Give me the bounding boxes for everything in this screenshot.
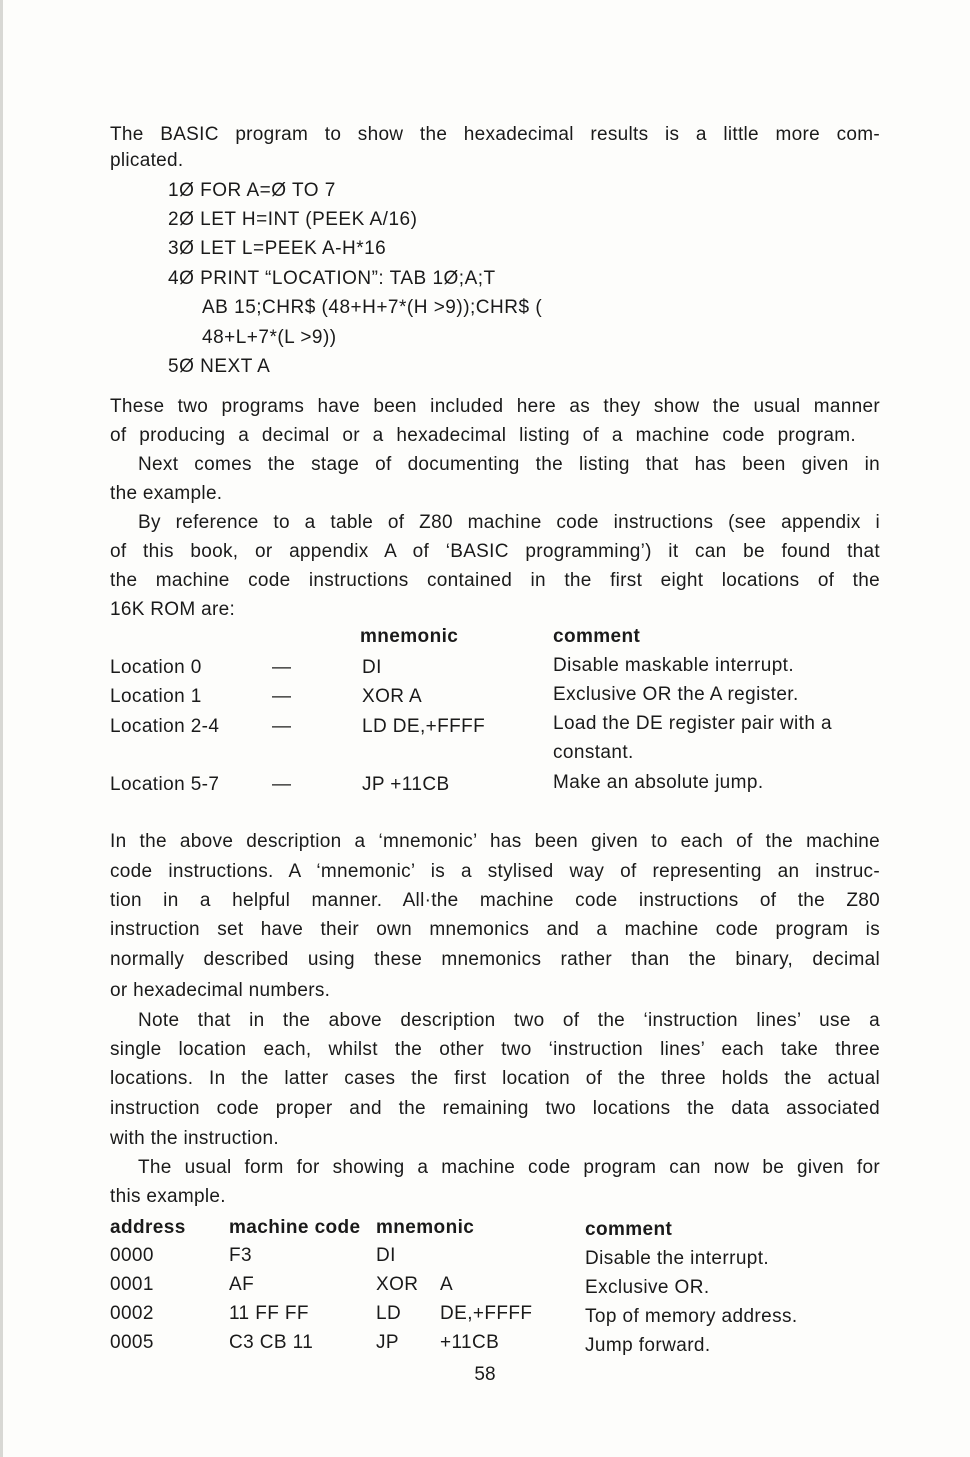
table2-header-comment: comment — [585, 1219, 673, 1240]
page-number: 58 — [474, 1364, 496, 1385]
para4-line-3: tion in a helpful manner. All·the machine code instructions of the Z80 — [110, 890, 880, 911]
para6-line-1: The usual form for showing a machine code program can now be given for — [138, 1157, 880, 1178]
table2-row-comment: Exclusive OR. — [585, 1277, 710, 1298]
table2-row-address: 0000 — [110, 1245, 154, 1266]
program-line-50: 5Ø NEXT A — [168, 356, 271, 377]
table1-row-dash: — — [272, 657, 292, 678]
para4-line-2: code instructions. A ‘mnemonic’ is a stylised way of representing an instruc- — [110, 861, 880, 882]
para4-line-1: In the above description a ‘mnemonic’ has been given to each of the machine — [110, 831, 880, 852]
program-line-30: 3Ø LET L=PEEK A-H*16 — [168, 238, 387, 259]
table1-row-location: Location 0 — [110, 657, 202, 678]
table2-row-op: LD — [376, 1303, 402, 1324]
intro-line-1: The BASIC program to show the hexadecimal results is a little more com- — [110, 124, 880, 145]
para4-line-4: instruction set have their own mnemonics and a machine code program is — [110, 919, 880, 940]
table1-row-mnemonic: JP +11CB — [362, 774, 450, 795]
table2-row-comment: Jump forward. — [585, 1335, 711, 1356]
para1-line-1: These two programs have been included here as they show the usual manner — [110, 396, 880, 417]
table1-row-comment: Make an absolute jump. — [553, 772, 764, 793]
table2-header-machine-code: machine code — [229, 1217, 361, 1238]
para3-line-4: 16K ROM are: — [110, 599, 236, 620]
table2-header-address: address — [110, 1217, 186, 1238]
para5-line-4: instruction code proper and the remaining two locations the data associated — [110, 1098, 880, 1119]
para5-line-1: Note that in the above description two of the ‘instruction lines’ use a — [138, 1010, 880, 1031]
para2-line-2: the example. — [110, 483, 223, 504]
table2-row-comment: Disable the interrupt. — [585, 1248, 770, 1269]
table1-row-location: Location 1 — [110, 686, 202, 707]
table2-row-address: 0005 — [110, 1332, 154, 1353]
program-line-40: 4Ø PRINT “LOCATION”: TAB 1Ø;A;T — [168, 268, 496, 289]
para5-line-5: with the instruction. — [110, 1128, 279, 1149]
table1-header-comment: comment — [553, 626, 641, 647]
para3-line-3: the machine code instructions contained in the first eight locations of the — [110, 570, 880, 591]
table2-row-arg: +11CB — [440, 1332, 500, 1353]
table2-row-machine-code: AF — [229, 1274, 255, 1295]
table1-row-comment: Load the DE register pair with a — [553, 713, 832, 734]
para5-line-3: locations. In the latter cases the first location of the three holds the actual — [110, 1068, 880, 1089]
program-line-20: 2Ø LET H=INT (PEEK A/16) — [168, 209, 418, 230]
table1-row-location: Location 2-4 — [110, 716, 220, 737]
table2-row-machine-code: C3 CB 11 — [229, 1332, 314, 1353]
program-line-40-cont-2: 48+L+7*(L >9)) — [202, 327, 337, 348]
para3-line-1: By reference to a table of Z80 machine code instructions (see appendix i — [138, 512, 880, 533]
table2-row-op: DI — [376, 1245, 396, 1266]
para3-line-2: of this book, or appendix A of ‘BASIC programming’) it can be found that — [110, 541, 880, 562]
program-line-40-cont-1: AB 15;CHR$ (48+H+7*(H >9));CHR$ ( — [202, 297, 543, 318]
table2-row-arg: A — [440, 1274, 454, 1295]
table2-row-address: 0001 — [110, 1274, 154, 1295]
table1-row-comment-cont: constant. — [553, 742, 634, 763]
page-edge-shadow — [0, 0, 3, 1457]
table1-row-location: Location 5-7 — [110, 774, 220, 795]
table2-row-op: JP — [376, 1332, 399, 1353]
para2-line-1: Next comes the stage of documenting the listing that has been given in — [138, 454, 880, 475]
table2-row-machine-code: F3 — [229, 1245, 252, 1266]
table1-row-dash: — — [272, 716, 292, 737]
table1-row-mnemonic: LD DE,+FFFF — [362, 716, 486, 737]
table1-row-mnemonic: DI — [362, 657, 382, 678]
table2-row-comment: Top of memory address. — [585, 1306, 798, 1327]
para4-line-6: or hexadecimal numbers. — [110, 980, 331, 1001]
table2-header-mnemonic: mnemonic — [376, 1217, 475, 1238]
para5-line-2: single location each, whilst the other two ‘instruction lines’ each take three — [110, 1039, 880, 1060]
table2-row-machine-code: 11 FF FF — [229, 1303, 309, 1324]
program-line-10: 1Ø FOR A=Ø TO 7 — [168, 180, 336, 201]
table1-row-comment: Disable maskable interrupt. — [553, 655, 795, 676]
table1-row-dash: — — [272, 774, 292, 795]
table2-row-address: 0002 — [110, 1303, 154, 1324]
table1-row-mnemonic: XOR A — [362, 686, 423, 707]
para1-line-2: of producing a decimal or a hexadecimal listing of a machine code program. — [110, 425, 856, 446]
table2-row-op: XOR — [376, 1274, 419, 1295]
para6-line-2: this example. — [110, 1186, 226, 1207]
table1-row-dash: — — [272, 686, 292, 707]
table2-row-arg: DE,+FFFF — [440, 1303, 533, 1324]
para4-line-5: normally described using these mnemonics rather than the binary, decimal — [110, 949, 880, 970]
intro-line-2: plicated. — [110, 150, 184, 171]
table1-header-mnemonic: mnemonic — [360, 626, 459, 647]
table1-row-comment: Exclusive OR the A register. — [553, 684, 799, 705]
